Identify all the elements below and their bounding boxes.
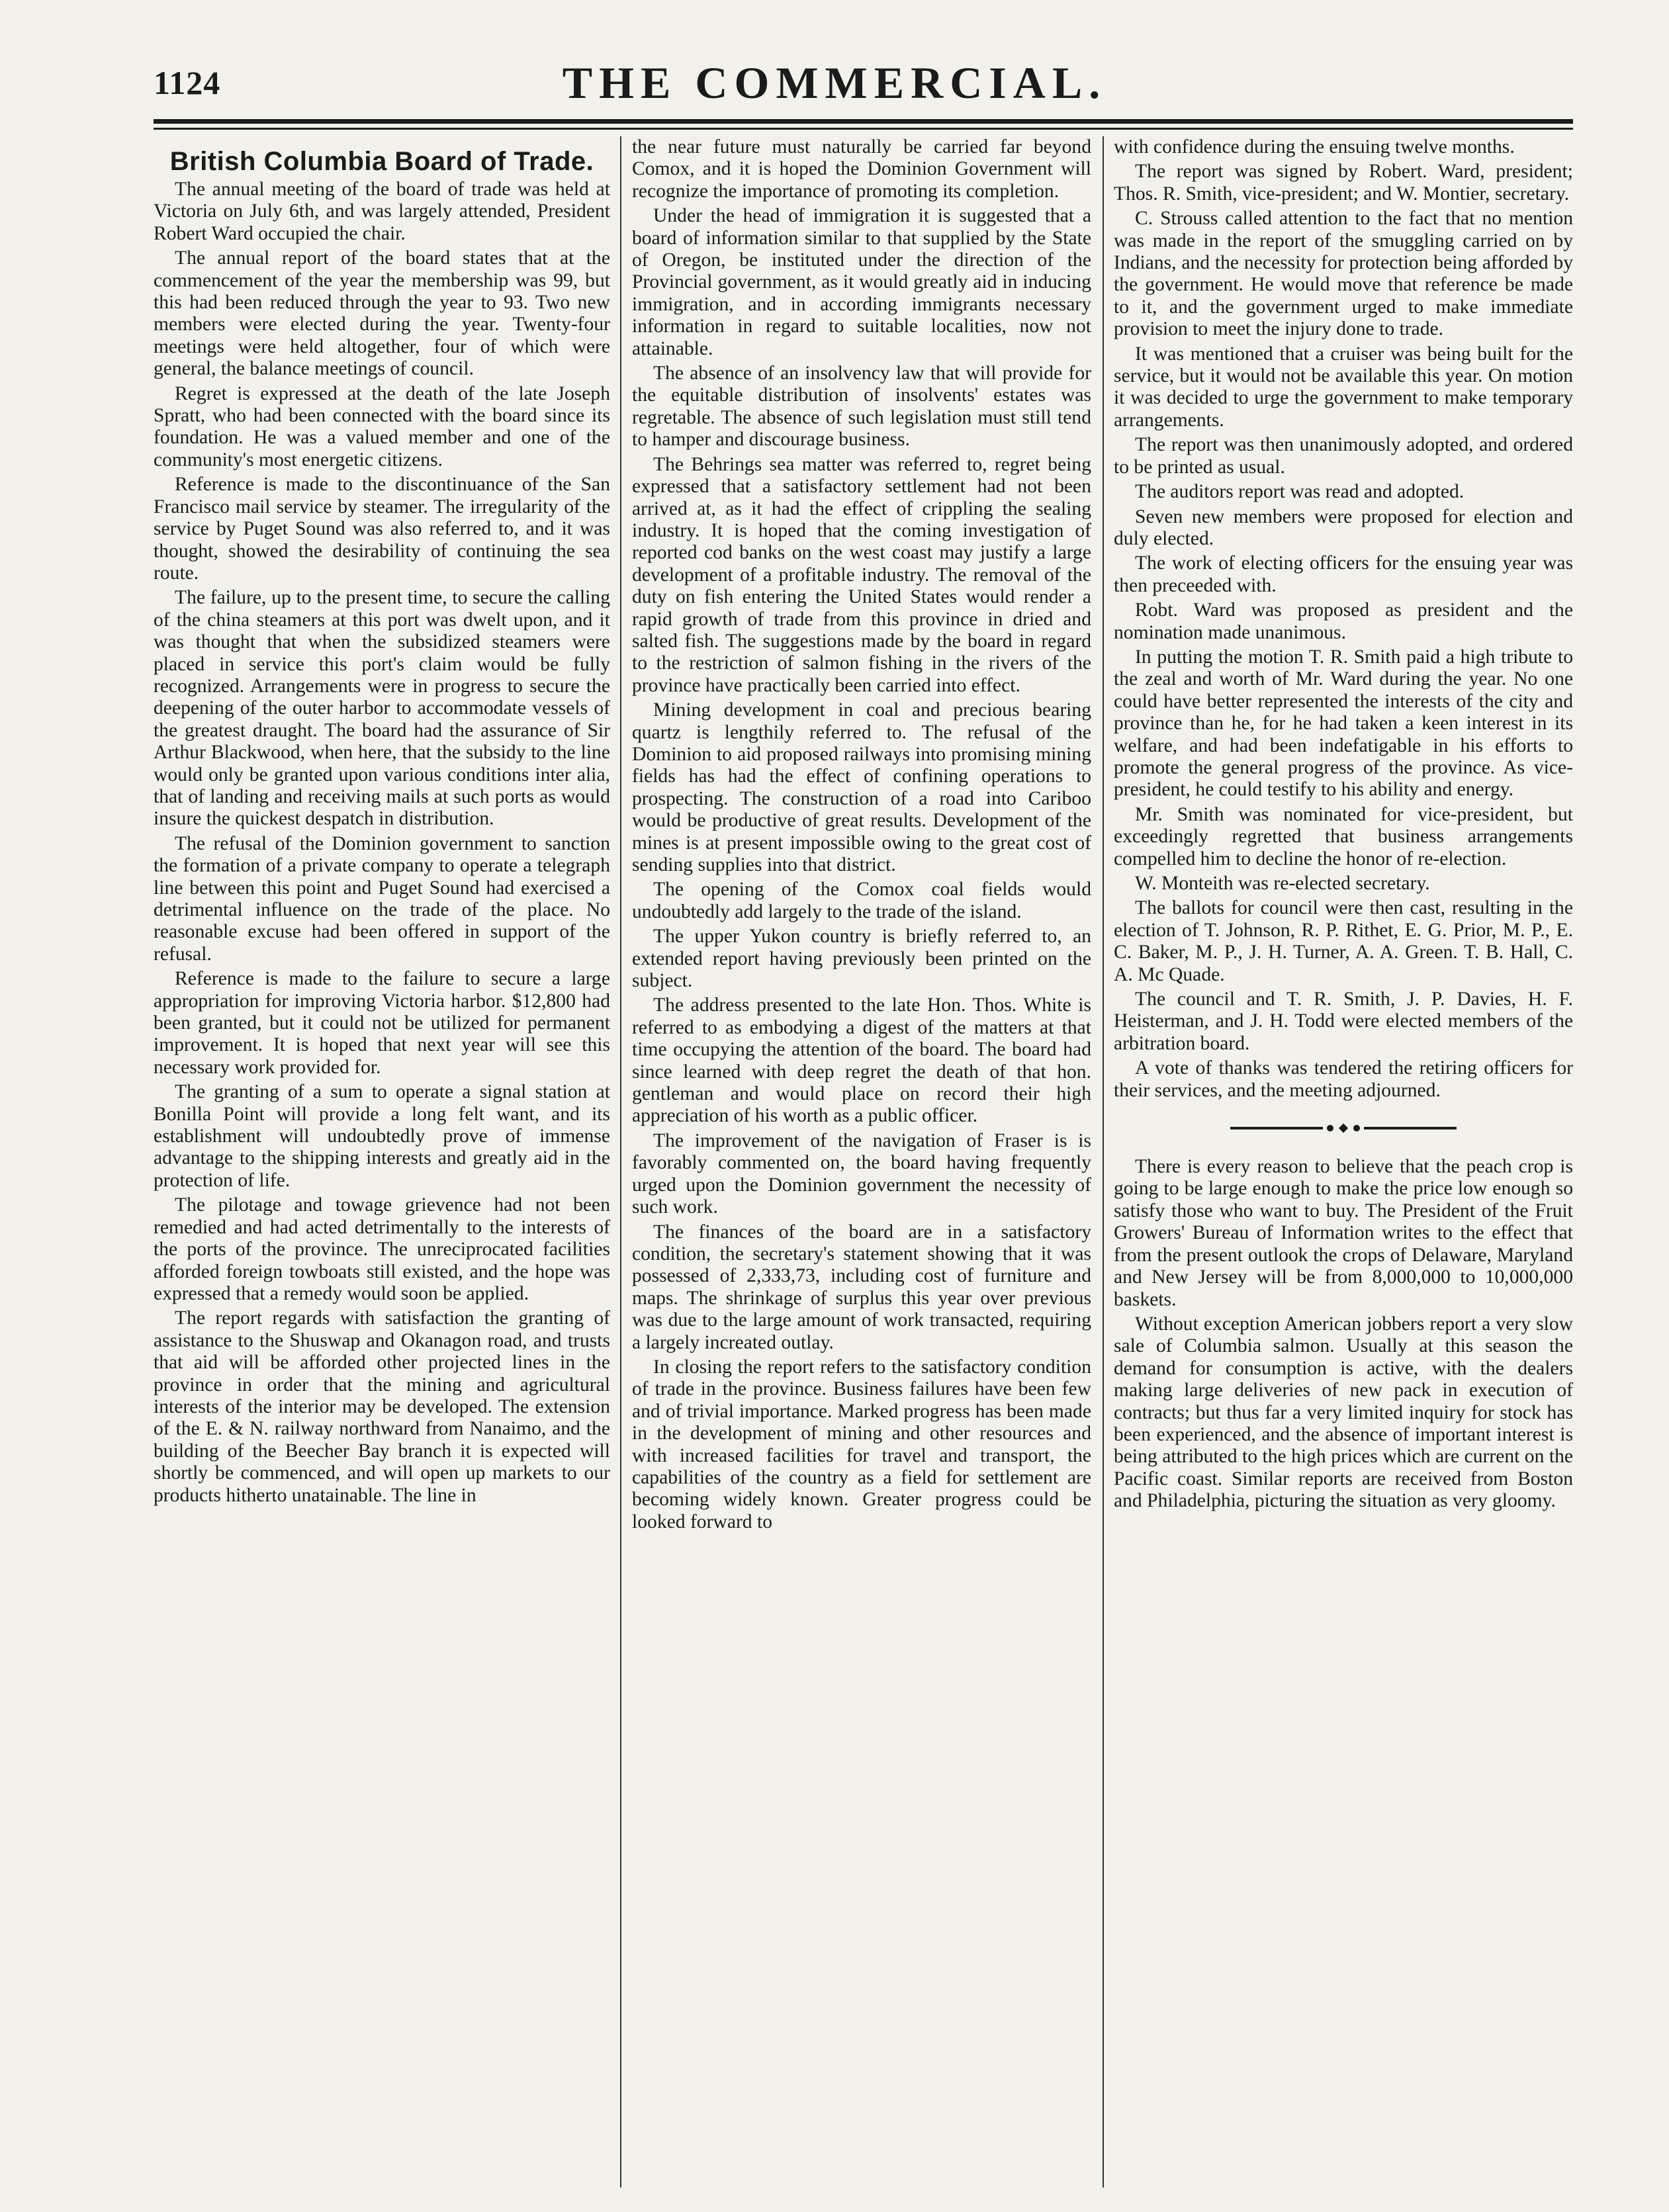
column-divider <box>620 136 621 2188</box>
paragraph: the near future must naturally be carried far beyond Comox, and it is hoped the Dominion Government will recognize the importance of promoting its completion. <box>632 136 1091 202</box>
paragraph: The annual meeting of the board of trade was held at Victoria on July 6th, and was largely attended, President Robert Ward occupied the chair. <box>154 179 610 244</box>
paragraph: The report was then unanimously adopted, and ordered to be printed as usual. <box>1114 434 1573 478</box>
paragraph: The refusal of the Dominion government to sanction the formation of a private company to operate a telegraph line between this point and Puget Sound had exercised a detrimental influence on the trade of the place. No reasonable excuse had been offered in support of the refusal. <box>154 832 610 965</box>
ornament-line <box>1230 1127 1323 1129</box>
paragraph: Reference is made to the failure to secure a large appropriation for improving Victoria harbor. $12,800 had been granted, but it could not be utilized for permanent improvement. It is hoped that next year will see this necessary work provided for. <box>154 968 610 1078</box>
paragraph: Robt. Ward was proposed as president and the nomination made unanimous. <box>1114 599 1573 643</box>
paragraph: The ballots for council were then cast, resulting in the election of T. Johnson, R. P. Rithet, E. G. Prior, M. P., E. C. Baker, M. P., J. H. Turner, A. A. Green. T. B. Hall, C. A. Mc Quade. <box>1114 897 1573 985</box>
paragraph: The improvement of the navigation of Fraser is is favorably commented on, the board having frequently urged upon the Dominion government the necessity of such work. <box>632 1129 1091 1218</box>
paragraph: Under the head of immigration it is suggested that a board of information similar to that supplied by the State of Oregon, be instituted under the direction of the Provincial government, as it would greatly aid in inducing immigration, and in according immigrants necessary information in regard to suitable localities, now not attainable. <box>632 205 1091 359</box>
column-2 <box>632 136 1091 2188</box>
ornament-dot <box>1327 1125 1333 1131</box>
column-3 <box>1114 136 1573 2188</box>
paragraph: The finances of the board are in a satisfactory condition, the secretary's statement showing that it was possessed of 2,333,73, including cost of furniture and maps. The shrinkage of surplus this year over previous was due to the large amount of work transacted, requiring a largely increated outlay. <box>632 1221 1091 1353</box>
article-title: British Columbia Board of Trade. <box>169 147 594 176</box>
paragraph: It was mentioned that a cruiser was being built for the service, but it would not be available this year. On motion it was decided to urge the government to make temporary arrangements. <box>1114 343 1573 431</box>
paragraph: with confidence during the ensuing twelve months. <box>1114 136 1515 157</box>
paragraph: The work of electing officers for the ensuing year was then preceeded with. <box>1114 553 1573 596</box>
paragraph: C. Strouss called attention to the fact that no mention was made in the report of the smuggling carried on by Indians, and the necessity for protection being afforded by the government. He would move that reference be made to it, and the government urged to make immediate provision to meet the injury done to trade. <box>1114 208 1573 340</box>
paragraph: The annual report of the board states that at the commencement of the year the membership was 99, but this had been reduced through the year to 93. Two new members were elected during the year. Twenty-four meetings were held altogether, four of which were general, the balance meetings of council. <box>154 247 610 380</box>
paragraph: Without exception American jobbers report a very slow sale of Columbia salmon. Usually at this season the demand for consumption is active, with the dealers making large deliveries of new pack in execution of contracts; but thus far a very limited inquiry for stock has been experienced, and the absence of important interest is being attributed to the high prices which are current on the Pacific coast. Similar reports are received from Boston and Philadelphia, picturing the situation as very gloomy. <box>1114 1313 1573 1512</box>
paragraph: Regret is expressed at the death of the late Joseph Spratt, who had been connected with the board since its foundation. He was a valued member and one of the community's most energetic citizens. <box>154 382 610 470</box>
paragraph: The address presented to the late Hon. Thos. White is referred to as embodying a digest of the matters at that time occupying the attention of the board. The board had since learned with deep regret the death of that hon. gentleman and would place on record their high appreciation of his worth as a public officer. <box>632 995 1091 1127</box>
paragraph: The opening of the Comox coal fields would undoubtedly add largely to the trade of the island. <box>632 879 1091 922</box>
paragraph: The upper Yukon country is briefly referred to, an extended report having previously been printed on the subject. <box>632 926 1091 992</box>
header-rule-thick <box>154 119 1573 124</box>
paragraph: Seven new members were proposed for election and duly elected. <box>1114 506 1573 549</box>
ornament-line <box>1364 1127 1457 1129</box>
paragraph: The granting of a sum to operate a signal station at Bonilla Point will provide a long felt want, and its establishment will undoubtedly prove of immense advantage to the shipping interests and greatly aid in the protection of life. <box>154 1081 610 1191</box>
header-rule-thin <box>154 128 1573 130</box>
ornament-diamond <box>1339 1124 1348 1133</box>
paragraph: There is every reason to believe that the peach crop is going to be large enough to make the price low enough so satisfy those who want to buy. The President of the Fruit Growers' Bureau of Information writes to the effect that from the present outlook the crops of Delaware, Maryland and New Jersey will be from 8,000,000 to 10,000,000 baskets. <box>1114 1156 1573 1310</box>
paragraph: The Behrings sea matter was referred to, regret being expressed that a satisfactory settlement had not been arrived at, as it had the effect of crippling the sealing industry. It is hoped that the coming investigation of reported cod banks on the west coast may justify a large development of a profitable industry. The removal of the duty on fish entering the United States would render a rapid growth of trade from this province in dried and salted fish. The suggestions made by the board in regard to the restriction of salmon fishing in the rivers of the province have practically been carried into effect. <box>632 453 1091 696</box>
column-divider <box>1103 136 1104 2188</box>
page-number: 1124 <box>154 64 221 101</box>
paragraph: The absence of an insolvency law that will provide for the equitable distribution of insolvents' estates was regretable. The absence of such legislation must still tend to hamper and discourage business. <box>632 363 1091 451</box>
paragraph: In closing the report refers to the satisfactory condition of trade in the province. Business failures have been few and of trivial importance. Marked progress has been made in the development of mining and other resources and with increased facilities for travel and transport, the capabilities of the country as a field for settlement are becoming widely known. Greater progress could be looked forward to <box>632 1356 1091 1532</box>
paragraph: Mining development in coal and precious bearing quartz is lengthily referred to. The refusal of the Dominion to aid proposed railways into promising mining fields has had the effect of confining operations to prospecting. The construction of a road into Cariboo would be productive of great results. Development of the mines is at present impossible owing to the great cost of sending supplies into that district. <box>632 699 1091 875</box>
column-1 <box>154 136 610 2188</box>
ornament-dot <box>1353 1125 1360 1131</box>
paragraph: The report was signed by Robert. Ward, president; Thos. R. Smith, vice-president; and W. Montier, secretary. <box>1114 161 1573 204</box>
masthead: THE COMMERCIAL. <box>562 58 1107 108</box>
paragraph: The pilotage and towage grievence had not been remedied and had acted detrimentally to the interests of the ports of the province. The unreciprocated facilities afforded foreign towboats still existed, and the hope was expressed that a remedy would soon be applied. <box>154 1194 610 1304</box>
paragraph: The auditors report was read and adopted. <box>1135 481 1465 503</box>
paragraph: A vote of thanks was tendered the retiring officers for their services, and the meeting adjourned. <box>1114 1057 1573 1101</box>
paragraph: Mr. Smith was nominated for vice-president, but exceedingly regretted that business arrangements compelled him to decline the honor of re-election. <box>1114 803 1573 869</box>
paragraph: The failure, up to the present time, to secure the calling of the china steamers at this port was dwelt upon, and it was thought that when the subsidized steamers were placed in service this port's claim would be fully recognized. Arrangements were in progress to secure the deepening of the outer harbor to accommodate vessels of the greatest draught. The board had the assurance of Sir Arthur Blackwood, when here, that the subsidy to the line would only be granted upon various conditions inter alia, that of landing and receiving mails at such ports as would insure the quickest despatch in distribution. <box>154 587 610 830</box>
paragraph: In putting the motion T. R. Smith paid a high tribute to the zeal and worth of Mr. Ward during the year. No one could have better represented the interests of the city and province than he, for he had taken a keen interest in its welfare, and had been indefatigable in his efforts to promote the general progress of the province. As vice-president, he could testify to his ability and energy. <box>1114 646 1573 801</box>
section-ornament <box>1114 1124 1573 1132</box>
paragraph: The council and T. R. Smith, J. P. Davies, H. F. Heisterman, and J. H. Todd were elected members of the arbitration board. <box>1114 989 1573 1054</box>
paragraph: The report regards with satisfaction the granting of assistance to the Shuswap and Okanagon road, and trusts that aid will be afforded other projected lines in the province in order that the mining and agricultural interests of the interior may be developed. The extension of the E. & N. railway northward from Nanaimo, and the building of the Beecher Bay branch it is expected will shortly be commenced, and will open up markets to our products hitherto unatainable. The line in <box>154 1307 610 1506</box>
paragraph: Reference is made to the discontinuance of the San Francisco mail service by steamer. The irregularity of the service by Puget Sound was also referred to, and it was thought, showed the desirability of continuing the sea route. <box>154 474 610 584</box>
paragraph: W. Monteith was re-elected secretary. <box>1135 873 1430 894</box>
